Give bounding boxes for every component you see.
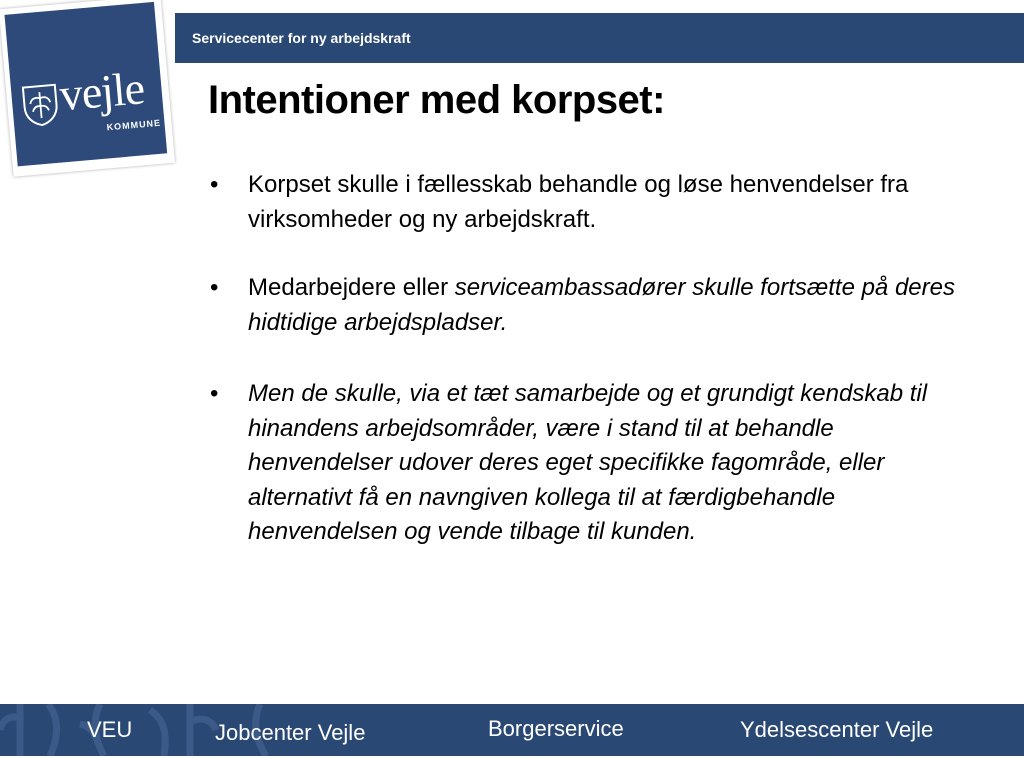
bullet-dot-icon: • [210, 380, 219, 407]
footer-link-veu[interactable]: VEU [87, 717, 133, 742]
footer-link-borgerservice[interactable]: Borgerservice [488, 716, 624, 741]
logo-wordmark: vejle [57, 62, 146, 121]
bullet-text: Medarbejdere eller [248, 274, 455, 301]
bullet-dot-icon: • [210, 171, 219, 198]
header-title: Servicecenter for ny arbejdskraft [192, 30, 411, 46]
logo-subtitle: KOMMUNE [106, 117, 162, 133]
slide-title: Intentioner med korpset: [208, 78, 665, 122]
bullet-text: Korpset skulle i fællesskab behandle og løse henvendelser fra virksomheder og ny arbejdskraft. [248, 171, 909, 233]
bullet-dot-icon: • [210, 274, 219, 301]
bullet-item [210, 168, 970, 237]
header-bar [175, 13, 1024, 63]
vejle-kommune-logo [0, 0, 175, 177]
bullet-text-italic: Men de skulle, via et tæt samarbejde og et grundigt kendskab til hinandens arbejdsområder, være i stand til at behandle henvendelser udover deres eget specifikke fagområde, eller alternativt få en navngiven kollega til at færdigbehandle henvendelsen og vende tilbage til kunden. [248, 380, 928, 545]
bullet-text-italic: serviceambassadører skulle fortsætte på deres hidtidige arbejdspladser. [248, 274, 955, 336]
crest-icon [21, 83, 61, 128]
bullet-item [210, 377, 970, 550]
footer-link-ydelsescenter[interactable]: Ydelsescenter Vejle [740, 717, 934, 742]
footer-bar [0, 704, 1024, 756]
bullet-item [210, 271, 970, 340]
logo-background [4, 2, 167, 166]
bullet-list [210, 168, 970, 550]
footer-link-jobcenter[interactable]: Jobcenter Vejle [215, 720, 366, 745]
